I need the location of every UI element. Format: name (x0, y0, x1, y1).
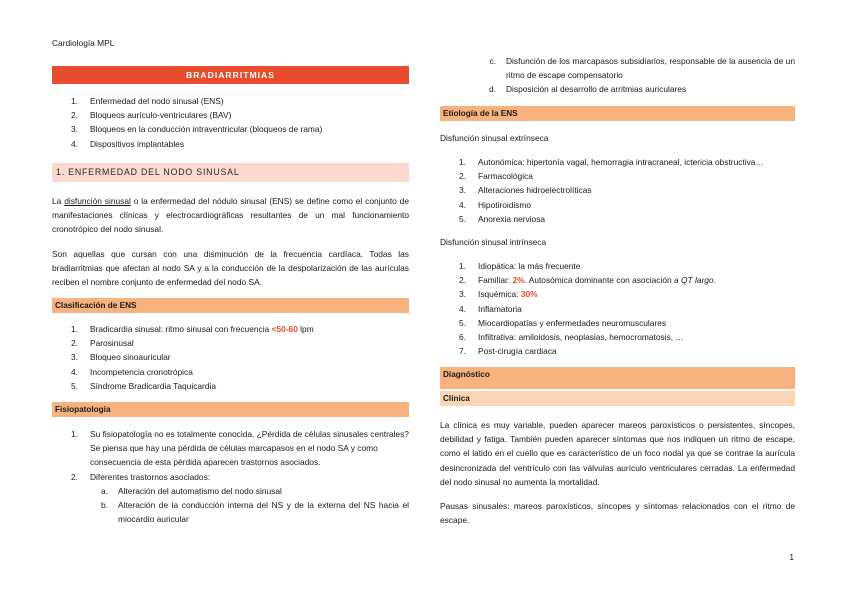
list-item: 2. Diferentes trastornos asociados: (71, 471, 211, 482)
extrinseca-list (440, 155, 795, 226)
pausas-paragraph: Pausas sinusales: mareos paroxísticos, síncopes y síntomas relacionados con el ritmo de escape. (440, 501, 795, 526)
list-item: a. Alteración del automatismo del nodo sinusal (101, 485, 282, 496)
intrinseca-heading: Disfunción sinusal intrínseca (440, 237, 547, 247)
fisiopatologia-banner: Fisiopatología (52, 402, 409, 417)
list-item: 1. Idiopática: la más frecuente (459, 261, 581, 271)
extrinseca-heading: Disfunción sinusal extrínseca (440, 133, 549, 143)
fisiopatologia-list (52, 427, 409, 526)
fisiopatologia-list-continued (440, 54, 795, 97)
ens-description-paragraph: Son aquellas que cursan con una disminución de la frecuencia cardíaca. Todas las bradiarritmias que afectan al nodo SA y a la conducción de la despolarización de las aurículas reciben el nombre conjunto de enfermedad del nodo SA. (52, 249, 409, 288)
diagnostico-banner: Diagnóstico (440, 367, 795, 389)
list-item: 2. Familiar: 2%. Autosómica dominante con asociación a QT largo. (459, 275, 716, 286)
list-item: 1. Bradicardia sinusal: ritmo sinusal con frecuencia <50-60 lpm (71, 324, 314, 334)
list-item: 1. Autonómica: hipertonía vagal, hemorragia intracraneal, ictericia obstructiva… (459, 157, 764, 167)
list-item: 4. Inflamatoria (459, 303, 522, 314)
list-item: b. Alteración de la conducción interna del NS y de la externa del NS hacia el miocardio auricular (101, 500, 409, 525)
list-item: 3. Alteraciones hidroelectrolíticas (459, 185, 592, 196)
list-item: d. Disposición al desarrollo de arritmias auriculares (489, 84, 687, 95)
clasificacion-banner: Clasificación de ENS (52, 298, 409, 313)
list-item: 4. Hipotiroidismo (459, 199, 532, 210)
list-item: 2. Parosinusal (71, 338, 134, 349)
list-item: 6. Infiltrativa: amiloidosis, neoplasias, hemocromatosis, … (459, 331, 684, 342)
document-header: Cardiología MPL (52, 38, 115, 48)
bradiarritmias-banner: BRADIARRITMIAS (52, 66, 409, 84)
list-item: 3. Isquémica: 30% (459, 289, 538, 300)
clinica-paragraph: La clínica es muy variable, pueden aparecer mareos paroxísticos o persistentes, síncopes, debilidad y fatiga. También pueden aparecer síntomas que nos indiquen un ritmo de escape, como el latido en el cuello que es característico de un foco nodal ya que se contrae la aurícula desincronizada del ventrículo con las válvulas aurículo ventriculares cerradas. La enfermedad del nodo sinusal no aumenta la mortalidad. (440, 420, 795, 487)
list-item: 3. Bloqueo sinoauricular (71, 352, 171, 363)
list-item: c. Disfunción de los marcapasos subsidiarios, responsable de la ausencia de un ritmo de escape compensatorio (489, 56, 795, 81)
list-item: 7. Post-cirugía cardiaca (459, 346, 557, 357)
list-item: 2. Bloqueos aurículo-ventriculares (BAV) (71, 110, 232, 121)
clinica-banner: Clínica (440, 391, 795, 406)
list-item: 1. Su fisiopatología no es totalmente conocida. ¿Pérdida de células sinusales centrales? Se piensa que hay una pérdida de células marcapasos en el nodo SA y como consecuencia de esta pérdida aparecen trastornos asociados. (71, 429, 409, 468)
etiologia-banner: Etiología de la ENS (440, 106, 795, 121)
list-item: 3. Bloqueos en la conducción intraventricular (bloqueos de rama) (71, 124, 323, 135)
list-item: 1. Enfermedad del nodo sinusal (ENS) (71, 96, 224, 106)
clasificacion-list (52, 322, 409, 393)
intrinseca-list (440, 259, 795, 358)
list-item: 5. Síndrome Bradicardia Taquicardia (71, 380, 217, 391)
list-item: 4. Incompetencia cronotrópica (71, 366, 193, 377)
section-title-ens: 1. ENFERMEDAD DEL NODO SINUSAL (52, 163, 409, 182)
list-item: 2. Farmacológica (459, 171, 533, 182)
page-number: 1 (789, 552, 794, 562)
list-item: 5. Anorexia nerviosa (459, 213, 546, 224)
list-item: 4. Dispositivos implantables (71, 138, 185, 149)
list-item: 5. Miocardiopatías y enfermedades neuromusculares (459, 317, 667, 328)
ens-definition-paragraph: La disfunción sinusal o la enfermedad del nódulo sinusal (ENS) se define como el conjunto de manifestaciones clínicas y electrocardiográficas resultantes de un mal funcionamiento cronotrópico del nodo sinusal. (52, 196, 409, 235)
intro-list (52, 94, 409, 151)
